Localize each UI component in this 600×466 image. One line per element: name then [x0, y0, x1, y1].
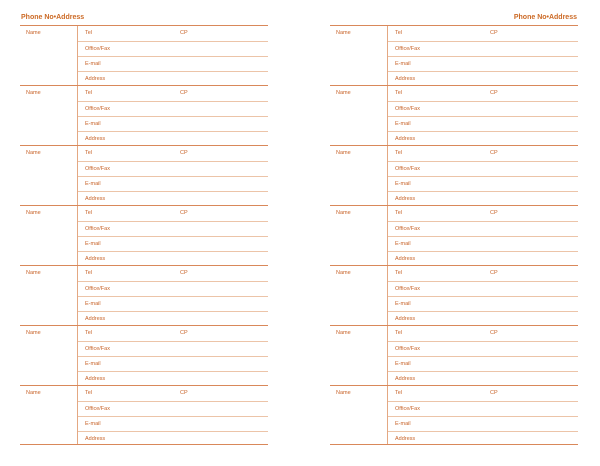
- address-label: Address: [85, 376, 106, 382]
- name-label: Name: [336, 390, 351, 396]
- cp-label: CP: [180, 270, 188, 276]
- tel-label: Tel: [395, 330, 403, 336]
- address-label: Address: [85, 196, 106, 202]
- email-row: [388, 236, 578, 251]
- entries: [330, 25, 578, 445]
- tel-label: Tel: [85, 210, 93, 216]
- office-fax-label: Office/Fax: [395, 346, 420, 352]
- email-label: E-mail: [85, 121, 101, 127]
- cp-label: CP: [490, 330, 498, 336]
- email-row: [78, 296, 268, 311]
- cp-label: CP: [490, 90, 498, 96]
- office-fax-label: Office/Fax: [395, 46, 420, 52]
- name-label: Name: [336, 90, 351, 96]
- office-fax-row: [78, 401, 268, 416]
- name-label: Name: [26, 150, 41, 156]
- email-label: E-mail: [85, 301, 101, 307]
- address-row: [78, 191, 268, 206]
- name-label: Name: [336, 270, 351, 276]
- address-entry: [330, 265, 578, 325]
- address-label: Address: [395, 76, 416, 82]
- address-entry: [330, 205, 578, 265]
- tel-label: Tel: [85, 150, 93, 156]
- address-label: Address: [395, 196, 416, 202]
- address-row: [78, 371, 268, 386]
- office-fax-row: [78, 341, 268, 356]
- tel-row: [388, 206, 578, 221]
- tel-label: Tel: [85, 330, 93, 336]
- address-entry: [20, 145, 268, 205]
- office-fax-label: Office/Fax: [395, 226, 420, 232]
- address-row: [388, 131, 578, 146]
- email-label: E-mail: [395, 241, 411, 247]
- tel-row: [388, 386, 578, 401]
- name-label: Name: [26, 270, 41, 276]
- tel-label: Tel: [85, 30, 93, 36]
- name-label: Name: [336, 210, 351, 216]
- address-entry: [330, 325, 578, 385]
- tel-label: Tel: [395, 270, 403, 276]
- address-label: Address: [85, 256, 106, 262]
- address-label: Address: [395, 136, 416, 142]
- name-label: Name: [26, 90, 41, 96]
- office-fax-label: Office/Fax: [85, 46, 110, 52]
- office-fax-label: Office/Fax: [85, 166, 110, 172]
- office-fax-row: [388, 101, 578, 116]
- address-label: Address: [395, 376, 416, 382]
- office-fax-label: Office/Fax: [85, 406, 110, 412]
- address-entry: [330, 145, 578, 205]
- email-row: [388, 416, 578, 431]
- address-label: Address: [85, 316, 106, 322]
- tel-label: Tel: [395, 90, 403, 96]
- office-fax-row: [78, 281, 268, 296]
- right-page: [330, 0, 578, 466]
- address-row: [388, 191, 578, 206]
- address-row: [78, 311, 268, 326]
- address-row: [78, 71, 268, 86]
- address-entry: [20, 325, 268, 385]
- cp-label: CP: [490, 150, 498, 156]
- tel-row: [388, 26, 578, 41]
- office-fax-label: Office/Fax: [85, 226, 110, 232]
- office-fax-row: [78, 41, 268, 56]
- email-row: [388, 56, 578, 71]
- tel-row: [388, 266, 578, 281]
- cp-label: CP: [180, 390, 188, 396]
- cp-label: CP: [180, 30, 188, 36]
- email-row: [78, 116, 268, 131]
- address-entry: [330, 85, 578, 145]
- email-label: E-mail: [85, 241, 101, 247]
- entries: [20, 25, 268, 445]
- email-row: [78, 416, 268, 431]
- office-fax-label: Office/Fax: [395, 166, 420, 172]
- cp-label: CP: [180, 150, 188, 156]
- email-row: [78, 176, 268, 191]
- page-title: Phone No•Address: [21, 14, 85, 21]
- address-row: [388, 251, 578, 266]
- tel-row: [78, 86, 268, 101]
- address-label: Address: [85, 76, 106, 82]
- email-label: E-mail: [395, 361, 411, 367]
- tel-row: [78, 386, 268, 401]
- office-fax-row: [388, 41, 578, 56]
- name-label: Name: [26, 390, 41, 396]
- cp-label: CP: [180, 330, 188, 336]
- email-row: [388, 296, 578, 311]
- name-label: Name: [26, 210, 41, 216]
- office-fax-label: Office/Fax: [85, 106, 110, 112]
- left-page: [20, 0, 268, 466]
- cp-label: CP: [490, 390, 498, 396]
- tel-label: Tel: [85, 90, 93, 96]
- email-label: E-mail: [85, 181, 101, 187]
- email-row: [388, 176, 578, 191]
- address-entry: [330, 25, 578, 85]
- tel-label: Tel: [395, 150, 403, 156]
- tel-row: [78, 326, 268, 341]
- tel-row: [78, 26, 268, 41]
- tel-label: Tel: [85, 390, 93, 396]
- tel-row: [78, 146, 268, 161]
- office-fax-row: [388, 221, 578, 236]
- tel-row: [388, 86, 578, 101]
- office-fax-row: [388, 401, 578, 416]
- address-row: [78, 131, 268, 146]
- email-label: E-mail: [395, 121, 411, 127]
- office-fax-label: Office/Fax: [395, 106, 420, 112]
- name-label: Name: [336, 150, 351, 156]
- office-fax-label: Office/Fax: [395, 286, 420, 292]
- page-title: Phone No•Address: [513, 14, 577, 21]
- email-label: E-mail: [395, 61, 411, 67]
- cp-label: CP: [490, 270, 498, 276]
- office-fax-row: [78, 101, 268, 116]
- tel-row: [388, 326, 578, 341]
- address-entry: [330, 385, 578, 445]
- address-row: [388, 71, 578, 86]
- email-row: [388, 116, 578, 131]
- email-label: E-mail: [395, 421, 411, 427]
- address-entry: [20, 205, 268, 265]
- address-entry: [20, 25, 268, 85]
- cp-label: CP: [180, 90, 188, 96]
- address-row: [78, 251, 268, 266]
- office-fax-label: Office/Fax: [85, 346, 110, 352]
- address-row: [388, 311, 578, 326]
- email-row: [388, 356, 578, 371]
- email-label: E-mail: [85, 421, 101, 427]
- email-row: [78, 56, 268, 71]
- email-label: E-mail: [395, 181, 411, 187]
- address-row: [388, 431, 578, 446]
- office-fax-label: Office/Fax: [395, 406, 420, 412]
- tel-label: Tel: [85, 270, 93, 276]
- email-label: E-mail: [395, 301, 411, 307]
- office-fax-row: [78, 161, 268, 176]
- cp-label: CP: [490, 210, 498, 216]
- address-label: Address: [395, 316, 416, 322]
- email-label: E-mail: [85, 361, 101, 367]
- address-label: Address: [85, 436, 106, 442]
- address-row: [78, 431, 268, 446]
- name-label: Name: [26, 330, 41, 336]
- tel-row: [78, 206, 268, 221]
- address-entry: [20, 385, 268, 445]
- email-label: E-mail: [85, 61, 101, 67]
- office-fax-row: [388, 281, 578, 296]
- office-fax-row: [78, 221, 268, 236]
- tel-row: [388, 146, 578, 161]
- tel-label: Tel: [395, 30, 403, 36]
- cp-label: CP: [180, 210, 188, 216]
- office-fax-row: [388, 341, 578, 356]
- tel-label: Tel: [395, 210, 403, 216]
- address-label: Address: [395, 436, 416, 442]
- tel-row: [78, 266, 268, 281]
- email-row: [78, 236, 268, 251]
- office-fax-label: Office/Fax: [85, 286, 110, 292]
- address-label: Address: [85, 136, 106, 142]
- name-label: Name: [336, 330, 351, 336]
- tel-label: Tel: [395, 390, 403, 396]
- email-row: [78, 356, 268, 371]
- office-fax-row: [388, 161, 578, 176]
- name-label: Name: [26, 30, 41, 36]
- address-entry: [20, 265, 268, 325]
- address-label: Address: [395, 256, 416, 262]
- address-row: [388, 371, 578, 386]
- name-label: Name: [336, 30, 351, 36]
- cp-label: CP: [490, 30, 498, 36]
- address-entry: [20, 85, 268, 145]
